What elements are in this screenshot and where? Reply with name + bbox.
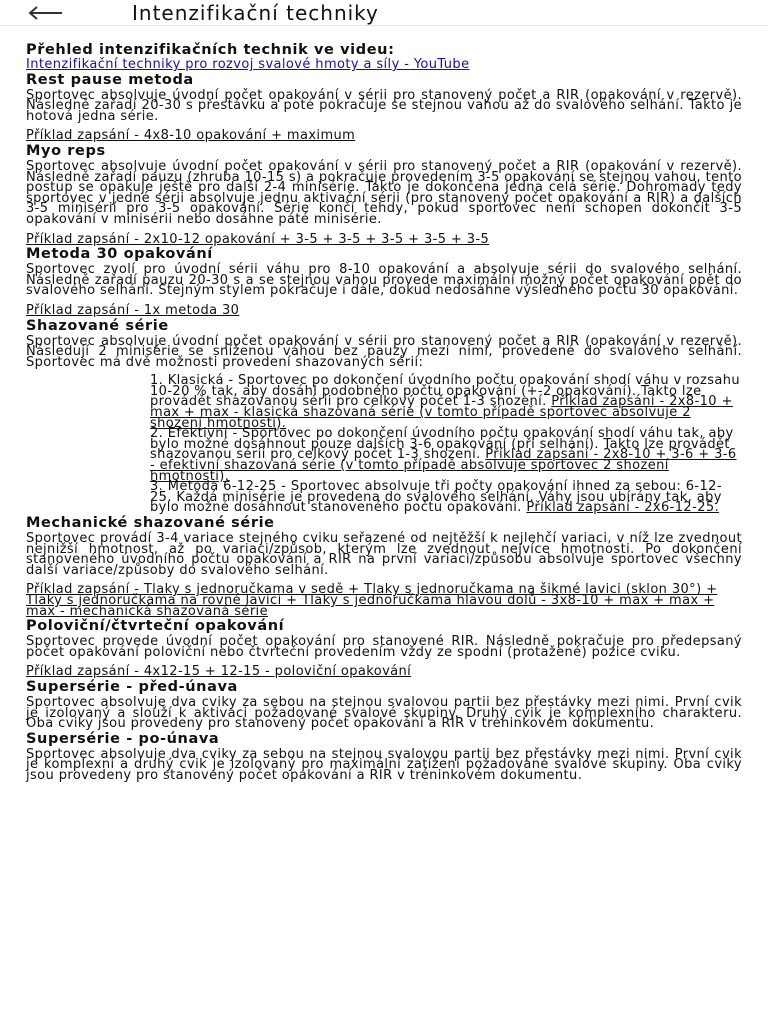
section-body: Sportovec provede úvodní počet opakování pro stanovené RIR. Následně pokračuje pro předepsaný počet opakování poloviční nebo čtvrteční provedením vždy ze spodní (protažené) pozice cviku. — [26, 634, 742, 660]
variant-text: 3. Metoda 6-12-25 - Sportovec absolvuje tři počty opakování ihned za sebou: 6-12-25. Každá minisérie je provedena do svalového selhání. Váhy jsou ubírány tak, aby bylo možné dosáhnout stanoveného počtu opakování. — [150, 479, 722, 516]
video-link[interactable]: Intenzifikační techniky pro rozvoj svalové hmoty a síly - YouTube — [26, 57, 470, 72]
app-bar — [0, 0, 768, 26]
section-title: Shazované série — [26, 317, 169, 334]
section-body: Sportovec zvolí pro úvodní sérii váhu pro 8-10 opakování a absolvuje sérii do svalového selhání. Následně zařadí pauzu 20-30 s a se stejnou vahou provede maximální možný počet opakování opět do svalového selhání. Stejným stylem pokračuje i dále, dokud nedosáhne výsledného počtu 30 opakování. — [26, 262, 742, 299]
section-body: Sportovec absolvuje úvodní počet opakování v sérii pro stanovený počet a RIR (opakování v rezervě). Následně zařadí pauzu (zhruba 10-15 s) a pokračuje provedením 3-5 opakování se stejnou vahou, tento postup se opakuje ještě pro další 2-4 minisérie. Takto je dokončena jedna celá série. Dohromady tedy sportovec v jedné sérii absolvuje jednu aktivační sérii (pro stanovený počet opakování a RIR) a dalších 3-5 minisérií pro 3-5 opakování. Série končí tehdy, pokud sportovec není schopen dokončit 3-5 opakování v minisérii nebo dosáhne páté minisérie. — [26, 158, 743, 227]
back-arrow-icon[interactable] — [28, 0, 68, 26]
variant-example: Příklad zapsání - 2x8-10 + max + max - klasická shazovaná série (v tomto případě sportovec absolvuje 2 shození hmotnosti). — [150, 394, 733, 431]
variant-example: Příklad zapsání - 2x8-10 + 3-6 + 3-6 - efektivní shazovaná série (v tomto případě absolvuje sportovec 2 shození hmotnosti). — [150, 447, 737, 484]
section-superset-pre — [26, 678, 742, 730]
overview-heading: Přehled intenzifikačních technik ve videu: — [26, 42, 395, 58]
list-item — [150, 479, 742, 516]
section-body: Sportovec absolvuje úvodní počet opakování v sérii pro stanovený počet a RIR (opakování v rezervě). Následně zařadí 20-30 s přestávku a poté pokračuje se stejnou vahou až do svalového selhání. Takto je hotová jedna série. — [26, 87, 742, 124]
section-title: Mechanické shazované série — [26, 515, 275, 531]
list-item — [150, 426, 742, 484]
section-example: Příklad zapsání - Tlaky s jednoručkama v sedě + Tlaky s jednoručkama na šikmé lavici (sklon 30°) + Tlaky s jednoručkama na rovné lavici + Tlaky s jednoručkama hlavou dolů - 3x8-10 + max + max + max - mechanická shazovaná série — [26, 582, 718, 619]
section-body: Sportovec absolvuje úvodní počet opakování v sérii pro stanovený počet a RIR (opakování v rezervě). Následují 2 minisérie se sníženou váhou bez pauzy mezi nimi, provedené do svalového selhání. Sportovec má dvě možnosti provedení shazovaných sérií: — [26, 333, 742, 370]
variant-example: Příklad zapsání - 2x6-12-25. — [526, 500, 720, 516]
variant-text: 1. Klasická - Sportovec po dokončení úvodního počtu opakování shodí váhu v rozsahu 10-20 % tak, aby dosáhl podobného počtu opakování (+-2 opakování). Takto lze provádět shazovanou sérii pro celkový počet 1-3 shození. — [150, 373, 741, 410]
section-example: Příklad zapsání - 2x10-12 opakování + 3-5 + 3-5 + 3-5 + 3-5 + 3-5 — [26, 231, 490, 247]
variant-text: 2. Efektivní - Sportovec po dokončení úvodního počtu opakování shodí váhu tak, aby bylo možné dosáhnout pouze dalších 3-6 opakování (při selhání). Takto lze provádět shazovanou sérii pro celkový počet 1-3 shození. — [150, 426, 734, 463]
section-example: Příklad zapsání - 4x12-15 + 12-15 - poloviční opakování — [26, 664, 412, 680]
section-title: Myo reps — [26, 142, 106, 159]
list-item — [150, 373, 742, 431]
section-example: Příklad zapsání - 4x8-10 opakování + maximum — [26, 128, 356, 144]
section-body: Sportovec provádí 3-4 variace stejného cviku seřazené od nejtěžší k nejlehčí variaci, v níž lze zvednout nejnižší hmotnost, až po variaci/způsob, kterým lze zvednout nejvíce hmotnosti. Po dokončení stanoveného úvodního počtu opakování a RIR na první variaci/způsobu absolvuje sportovec všechny další variace/způsoby do svalového selhání. — [26, 531, 742, 578]
section-method-30 — [26, 245, 742, 316]
section-title: Supersérie - po-únava — [26, 730, 220, 747]
page-title: Intenzifikační techniky — [132, 0, 379, 25]
section-superset-post — [26, 730, 742, 782]
section-title: Poloviční/čtvrteční opakování — [26, 618, 285, 635]
section-body: Sportovec absolvuje dva cviky za sebou na stejnou svalovou partii bez přestávky mezi nimi. První cvik je izolovaný a slouží k aktivaci požadované svalové skupiny. Druhý cvik je komplexního charakteru. Oba cviky jsou provedeny pro stanovený počet opakování a RIR v tréninkovém dokumentu. — [26, 694, 742, 732]
section-example: Příklad zapsání - 1x metoda 30 — [26, 302, 240, 318]
section-mechanical-drop-sets — [26, 514, 742, 617]
section-drop-sets — [26, 317, 742, 515]
section-myo-reps — [26, 142, 742, 245]
section-body: Sportovec absolvuje dva cviky za sebou na stejnou svalovou partii bez přestávky mezi nimi. První cvik je komplexní a druhý cvik je izolovaný pro maximální zatížení požadované svalové skupiny. Oba cviky jsou provedeny pro stanovený počet opakování a RIR v tréninkovém dokumentu. — [26, 746, 742, 783]
section-rest-pause — [26, 71, 742, 142]
section-partial-reps — [26, 617, 742, 678]
drop-set-variants-list — [26, 373, 742, 516]
section-title: Rest pause metoda — [26, 71, 194, 88]
section-title: Supersérie - před-únava — [26, 678, 238, 695]
article-content — [0, 26, 768, 782]
section-title: Metoda 30 opakování — [26, 246, 213, 263]
